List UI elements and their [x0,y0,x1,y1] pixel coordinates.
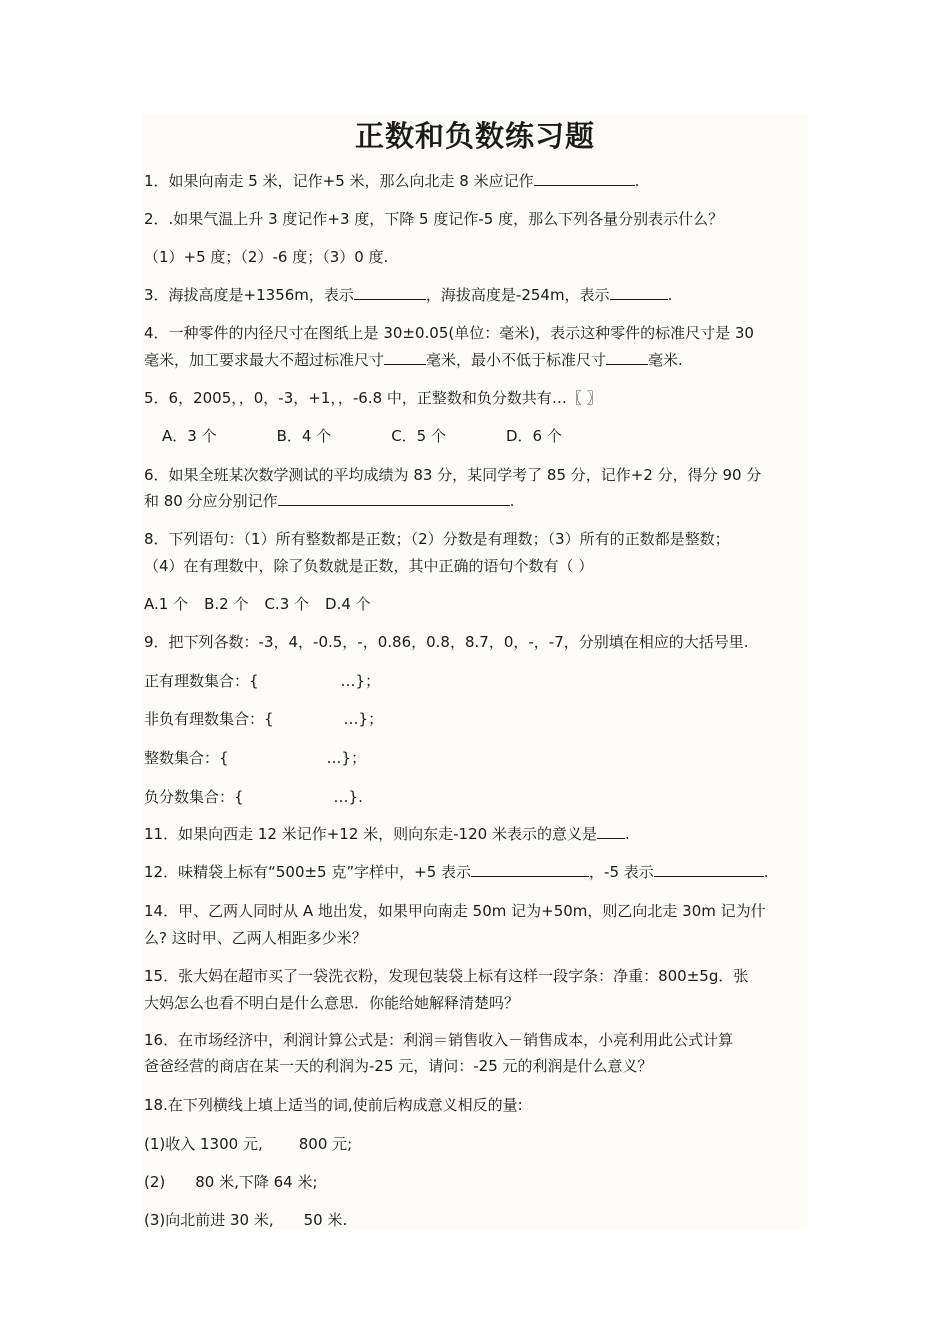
blank [610,285,668,300]
question-15: 15．张大妈在超市买了一袋洗衣粉，发现包装袋上标有这样一段字条：净重：800±5g．张 [144,967,749,985]
question-15-cont: 大妈怎么也看不明白是什么意思．你能给她解释清楚吗？ [144,994,520,1012]
option-b: B.2 个 [204,595,249,613]
question-5-options [162,426,562,446]
option-d: D.4 个 [325,595,371,613]
question-16: 16．在市场经济中，利润计算公式是：利润＝销售收入－销售成本，小亮利用此公式计算 [144,1031,734,1049]
question-18: 18.在下列横线上填上适当的词,使前后构成意义相反的量: [144,1096,523,1114]
blank [354,285,426,300]
question-4: 4．一种零件的内径尺寸在图纸上是 30±0.05(单位：毫米)，表示这种零件的标准尺寸是 30 [144,324,754,342]
question-16-cont: 爸爸经营的商店在某一天的利润为-25 元，请问：-25 元的利润是什么意义？ [144,1057,653,1075]
blank [534,171,635,186]
option-d: D．6 个 [505,427,562,445]
set-integer: 整数集合：{ …}； [144,749,367,767]
set-negative-fraction: 负分数集合：{ …}. [144,788,363,806]
blank [278,491,510,506]
blank [597,824,625,839]
option-c: C．5 个 [391,427,446,445]
question-6-cont: 和 80 分应分别记作 . [144,492,515,510]
option-a: A．3 个 [162,427,217,445]
page-title: 正数和负数练习题 [354,119,595,153]
set-nonnegative-rational: 非负有理数集合：{ …}； [144,710,384,728]
blank [606,350,648,365]
question-11: 11．如果向西走 12 米记作+12 米，则向东走-120 米表示的意义是 . [144,825,630,843]
question-3: 3．海拔高度是+1356m，表示 ，海拔高度是-254m，表示 . [144,286,673,304]
question-9: 9．把下列各数：-3，4，-0.5，-，0.86，0.8，8.7，0，-，-7，分别填在相应的大括号里. [144,633,749,651]
question-8-options [144,594,371,614]
blank [654,862,764,877]
question-5: 5．6，2005，，0，-3，+1，，-6.8 中，正整数和负分数共有…〖 〗 [144,389,602,407]
question-2: 2．.如果气温上升 3 度记作+3 度，下降 5 度记作-5 度，那么下列各量分别表示什么？ [144,210,724,228]
blank [471,862,589,877]
set-positive-rational: 正有理数集合：{ …}； [144,672,381,690]
blank [384,350,426,365]
option-b: B．4 个 [276,427,332,445]
question-6: 6．如果全班某次数学测试的平均成绩为 83 分，某同学考了 85 分，记作+2 分，得分 90 分 [144,466,762,484]
question-4-cont: 毫米，加工要求最大不超过标准尺寸 毫米，最小不低于标准尺寸 毫米. [144,351,683,369]
question-2-items: （1）+5 度；（2）-6 度；（3）0 度. [144,248,389,266]
question-8-cont: （4）在有理数中，除了负数就是正数，其中正确的语句个数有（ ） [144,557,594,575]
question-18-item-2: (2) 80 米,下降 64 米; [144,1173,318,1191]
question-18-item-1: (1)收入 1300 元, 800 元; [144,1135,353,1153]
question-14-cont: 么? 这时甲、乙两人相距多少米？ [144,929,367,947]
question-14: 14．甲、乙两人同时从 A 地出发，如果甲向南走 50m 记为+50m，则乙向北走 30m 记为什 [144,902,766,920]
question-8: 8．下列语句：（1）所有整数都是正数；（2）分数是有理数；（3）所有的正数都是整数； [144,530,730,548]
question-12: 12．味精袋上标有“500±5 克”字样中，+5 表示 ，-5 表示 . [144,863,769,881]
question-1: 1．如果向南走 5 米，记作+5 米，那么向北走 8 米应记作 . [144,172,640,190]
option-c: C.3 个 [264,595,310,613]
question-18-item-3: (3)向北前进 30 米, 50 米. [144,1211,348,1229]
option-a: A.1 个 [144,595,189,613]
